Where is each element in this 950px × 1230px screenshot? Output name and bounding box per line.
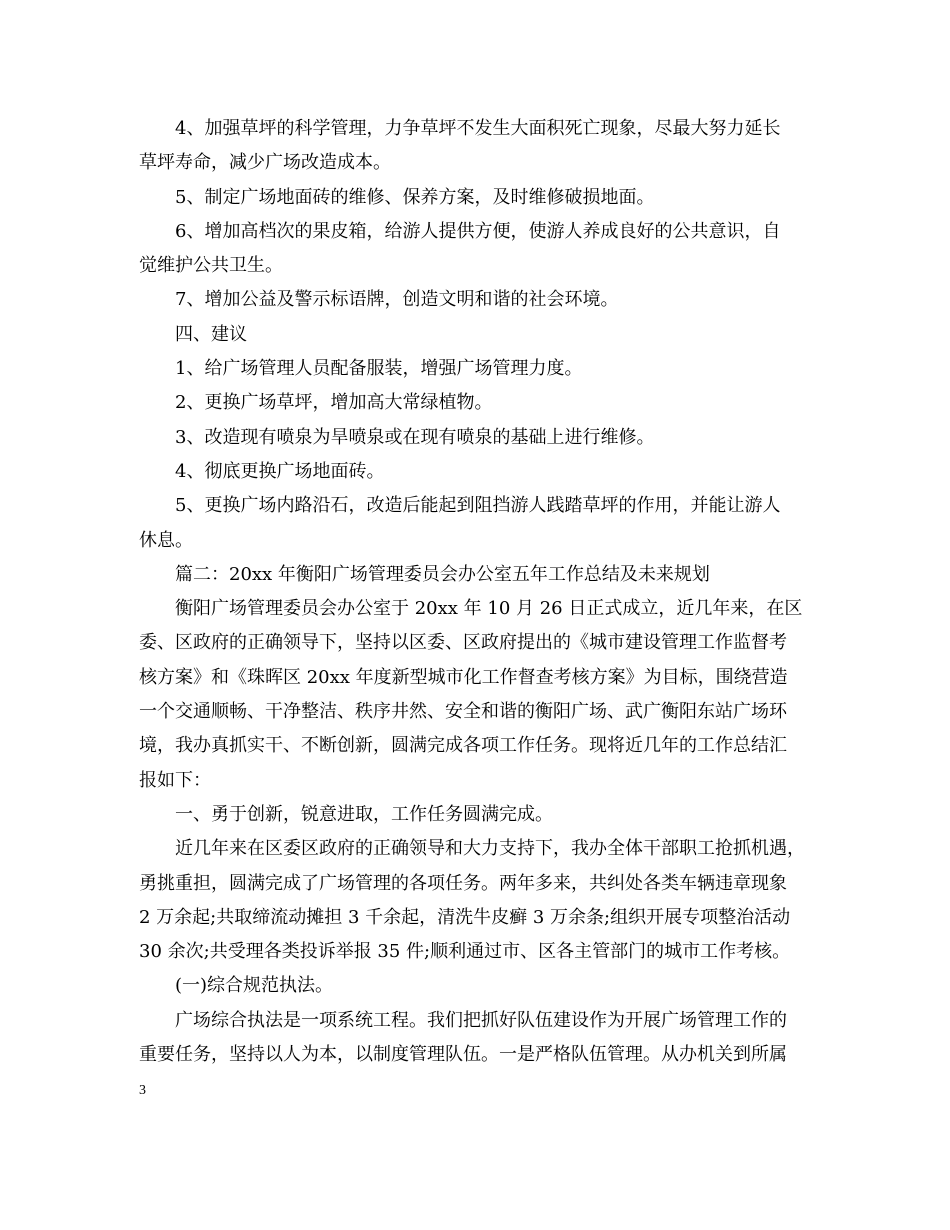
- text-line: 休息。: [139, 529, 193, 551]
- text-line: 草坪寿命，减少广场改造成本。: [139, 152, 391, 174]
- text-line: 境，我办真抓实干、不断创新，圆满完成各项工作任务。现将近几年的工作总结汇: [139, 735, 787, 757]
- text-line: 5、更换广场内路沿石，改造后能起到阻挡游人践踏草坪的作用，并能让游人: [175, 495, 781, 517]
- text-line: 衡阳广场管理委员会办公室于 20xx 年 10 月 26 日正式成立，近几年来，在区: [175, 598, 803, 620]
- paragraph: [139, 455, 819, 489]
- page-number: 3: [139, 1083, 146, 1098]
- text-line: 广场综合执法是一项系统工程。我们把抓好队伍建设作为开展广场管理工作的: [175, 1009, 787, 1031]
- text-line: 5、制定广场地面砖的维修、保养方案，及时维修破损地面。: [175, 186, 655, 208]
- paragraph: [139, 832, 819, 969]
- paragraph: [139, 112, 819, 181]
- paragraph: [139, 1004, 819, 1073]
- text-line: 7、增加公益及警示标语牌，创造文明和谐的社会环境。: [175, 289, 619, 311]
- text-line: (一)综合规范执法。: [175, 975, 334, 997]
- text-line: 重要任务，坚持以人为本，以制度管理队伍。一是严格队伍管理。从办机关到所属: [139, 1044, 787, 1066]
- text-line: 4、加强草坪的科学管理，力争草坪不发生大面积死亡现象，尽最大努力延长: [175, 118, 781, 139]
- article-title: [139, 558, 819, 592]
- paragraph: [139, 386, 819, 420]
- text-line: 勇挑重担，圆满完成了广场管理的各项任务。两年多来，共纠处各类车辆违章现象: [139, 872, 787, 894]
- section-heading: [139, 798, 819, 832]
- paragraph: [139, 421, 819, 455]
- document-body: [139, 112, 819, 1072]
- text-line: 委、区政府的正确领导下，坚持以区委、区政府提出的《城市建设管理工作监督考: [139, 632, 787, 654]
- text-line: 2 万余起;共取缔流动摊担 3 千余起，清洗牛皮癣 3 万余条;组织开展专项整治活动: [139, 906, 791, 928]
- text-line: 一、勇于创新，锐意进取，工作任务圆满完成。: [175, 803, 553, 825]
- section-heading: [139, 318, 819, 352]
- text-line: 一个交通顺畅、干净整洁、秩序井然、安全和谐的衡阳广场、武广衡阳东站广场环: [139, 701, 787, 723]
- text-line: 觉维护公共卫生。: [139, 255, 283, 277]
- paragraph: [139, 283, 819, 317]
- paragraph: [139, 181, 819, 215]
- paragraph: [139, 352, 819, 386]
- paragraph: [139, 592, 819, 798]
- text-line: 30 余次;共受理各类投诉举报 35 件;顺利通过市、区各主管部门的城市工作考核。: [139, 941, 791, 963]
- text-line: 四、建议: [175, 323, 247, 345]
- text-line: 近几年来在区委区政府的正确领导和大力支持下，我办全体干部职工抢抓机遇，: [175, 838, 805, 860]
- subsection-heading: [139, 969, 819, 1003]
- text-line: 3、改造现有喷泉为旱喷泉或在现有喷泉的基础上进行维修。: [175, 426, 655, 448]
- paragraph: [139, 489, 819, 558]
- text-line: 2、更换广场草坪，增加高大常绿植物。: [175, 392, 493, 414]
- text-line: 篇二：20xx 年衡阳广场管理委员会办公室五年工作总结及未来规划: [175, 563, 710, 585]
- text-line: 6、增加高档次的果皮箱，给游人提供方便，使游人养成良好的公共意识，自: [175, 220, 781, 242]
- text-line: 核方案》和《珠晖区 20xx 年度新型城市化工作督查考核方案》为目标，围绕营造: [139, 666, 788, 688]
- text-line: 4、彻底更换广场地面砖。: [175, 460, 385, 482]
- text-line: 报如下：: [139, 769, 211, 791]
- paragraph: [139, 215, 819, 284]
- text-line: 1、给广场管理人员配备服装，增强广场管理力度。: [175, 358, 583, 380]
